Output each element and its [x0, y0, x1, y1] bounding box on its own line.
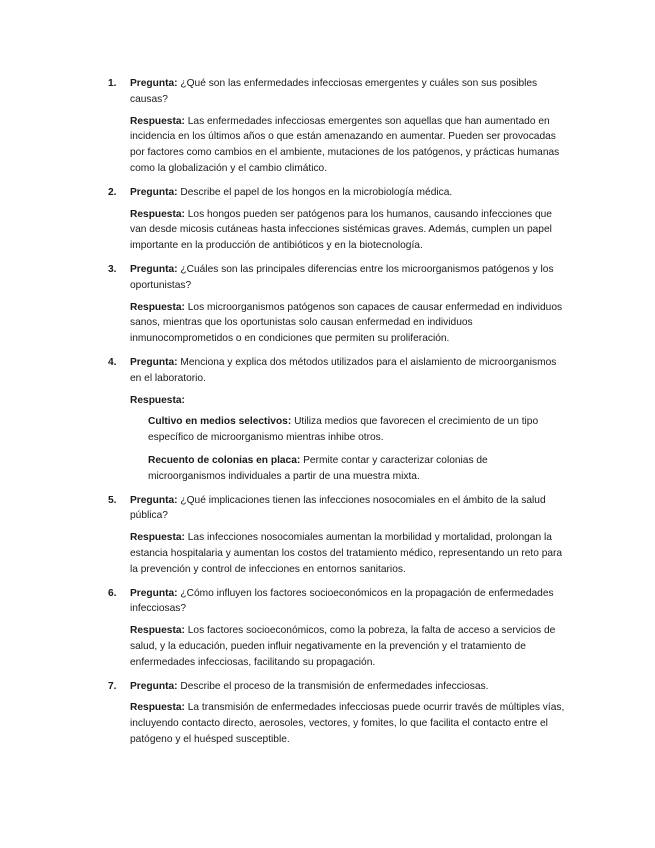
answer-label: Respuesta:: [130, 625, 185, 637]
question-text: Menciona y explica dos métodos utilizados para el aislamiento de microorganismos en el laboratorio.: [130, 356, 557, 384]
question: [130, 586, 565, 618]
answer: [130, 300, 565, 347]
answer-text: Los microorganismos patógenos son capaces de causar enfermedad en individuos sanos, mientras que los oportunistas solo causan enfermedad en individuos inmunocomprometidos o en condiciones que permiten su proliferación.: [130, 301, 563, 345]
subitem-2: [148, 453, 565, 485]
question-label: Pregunta:: [130, 78, 178, 89]
question: [130, 76, 565, 108]
answer-label: Respuesta:: [130, 301, 185, 313]
answer-label: Respuesta:: [130, 532, 185, 544]
item-number: 4.: [108, 356, 117, 368]
subitem-1: [148, 414, 565, 446]
answer: [130, 623, 565, 670]
question-text: Describe el proceso de la transmisión de enfermedades infecciosas.: [180, 680, 489, 692]
item-number: 3.: [108, 263, 117, 275]
item-number: 6.: [108, 587, 117, 599]
question-text: Describe el papel de los hongos en la microbiología médica.: [180, 186, 453, 198]
subitem-text: Utiliza medios que favorecen el crecimiento de un tipo específico de microorganismo mientras inhibe otros.: [148, 416, 539, 444]
qa-item-5: [108, 493, 565, 578]
question: [130, 355, 565, 387]
subitem-term: Cultivo en medios selectivos:: [148, 416, 292, 428]
item-number: 5.: [108, 494, 117, 506]
question-label: Pregunta:: [130, 587, 178, 599]
answer-label: Respuesta:: [130, 702, 185, 714]
question-label: Pregunta:: [130, 680, 178, 692]
qa-item-1: [108, 76, 565, 177]
item-number: 7.: [108, 680, 117, 692]
answer-text: Las infecciones nosocomiales aumentan la morbilidad y mortalidad, prolongan la estancia hospitalaria y aumentan los costos del tratamiento médico, representando un reto para la prevención y control de infecciones en entornos sanitarios.: [130, 532, 563, 575]
item-number: 1.: [108, 78, 117, 89]
answer: [130, 207, 565, 254]
question-label: Pregunta:: [130, 263, 178, 275]
subitem-text: Permite contar y caracterizar colonias de microorganismos individuales a partir de una muestra mixta.: [148, 454, 488, 482]
answer-text: Los factores socioeconómicos, como la pobreza, la falta de acceso a servicios de salud, y la educación, pueden influir negativamente en la prevención y el tratamiento de enfermedades infecciosas, facilitando su propagación.: [130, 625, 556, 668]
answer-text: Las enfermedades infecciosas emergentes son aquellas que han aumentado en incidencia en los últimos años o que están amenazando en aumentar. Pueden ser provocadas por factores como cambios en el ambiente, mutaciones de los patógenos, y prácticas humanas como la globalización y el cambio climático.: [130, 115, 560, 174]
question-label: Pregunta:: [130, 186, 178, 198]
question-text: ¿Cuáles son las principales diferencias entre los microorganismos patógenos y los oportunistas?: [130, 263, 554, 291]
question-text: ¿Qué son las enfermedades infecciosas emergentes y cuáles son sus posibles causas?: [130, 78, 538, 105]
answer-label: Respuesta:: [130, 394, 185, 406]
qa-item-4: [108, 355, 565, 485]
question-text: ¿Cómo influyen los factores socioeconómicos en la propagación de enfermedades infecciosas?: [130, 587, 554, 615]
question: [130, 262, 565, 294]
question: [130, 493, 565, 525]
answer: [130, 700, 565, 747]
question-text: ¿Qué implicaciones tienen las infecciones nosocomiales en el ámbito de la salud pública?: [130, 494, 546, 522]
qa-item-3: [108, 262, 565, 347]
answer: [130, 114, 565, 177]
answer-text: Los hongos pueden ser patógenos para los humanos, causando infecciones que van desde micosis cutáneas hasta infecciones sistémicas graves. Además, cumplen un papel importante en la producción de antibióticos y en la biotecnología.: [130, 208, 552, 252]
answer-label: Respuesta:: [130, 208, 185, 220]
answer-label: Respuesta:: [130, 115, 185, 127]
subitem-term: Recuento de colonias en placa:: [148, 454, 301, 466]
answer: [130, 393, 565, 409]
question: [130, 679, 565, 695]
question: [130, 185, 565, 201]
qa-item-2: [108, 185, 565, 254]
answer-text: La transmisión de enfermedades infecciosas puede ocurrir través de múltiples vías, incluyendo contacto directo, aerosoles, vectores, y fomites, lo que facilita el contacto entre el patógeno y el huésped susceptible.: [130, 702, 565, 745]
question-label: Pregunta:: [130, 494, 178, 506]
qa-item-7: [108, 679, 565, 748]
qa-item-6: [108, 586, 565, 671]
answer: [130, 530, 565, 577]
question-label: Pregunta:: [130, 356, 178, 368]
item-number: 2.: [108, 186, 117, 198]
